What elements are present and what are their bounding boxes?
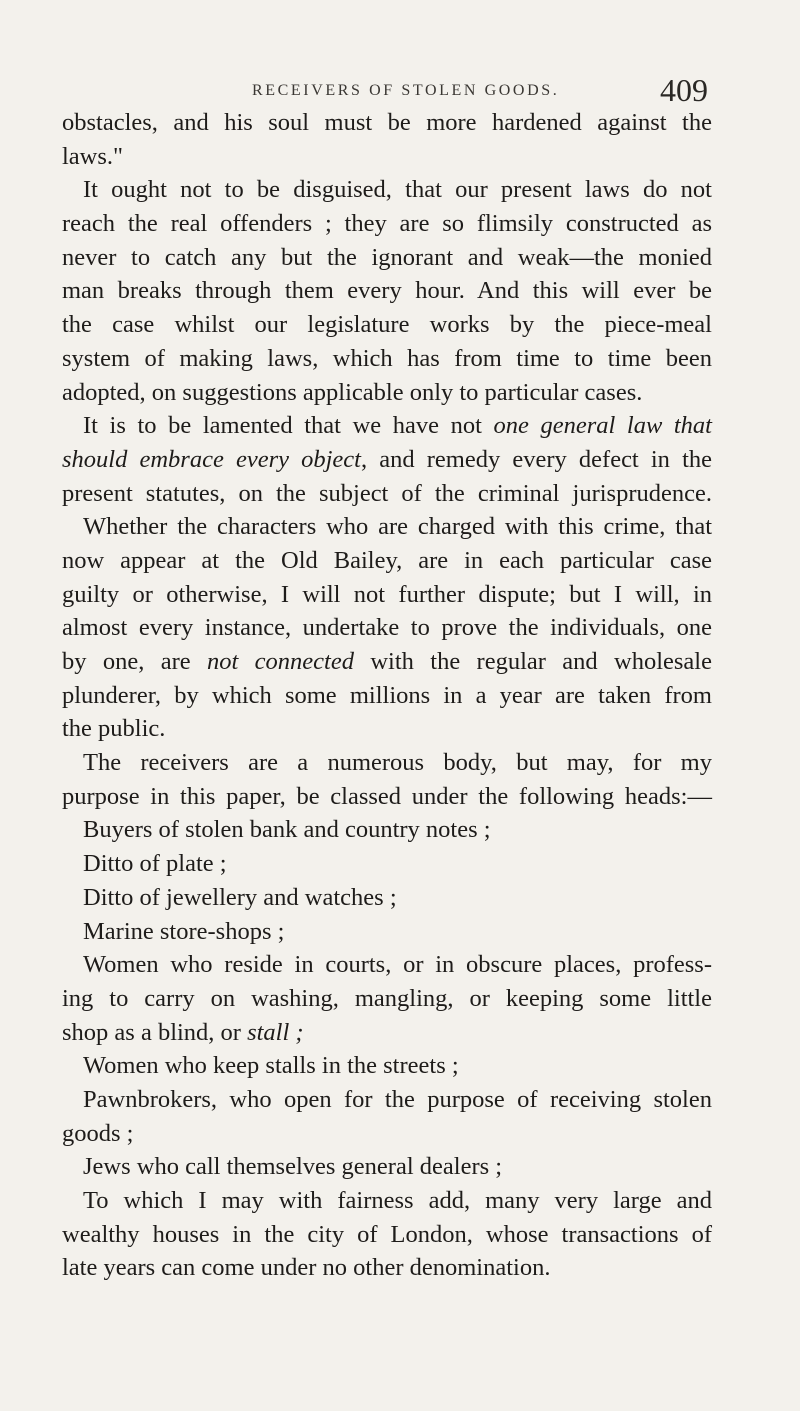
running-head: RECEIVERS OF STOLEN GOODS.	[252, 82, 560, 99]
text-segment: with the regular and wholesale	[353, 648, 712, 675]
text-line: Whether the characters who are charged with this crime, that	[83, 513, 712, 541]
text-line: the case whilst our legislature works by the piece-meal	[62, 311, 712, 339]
text-line: It ought not to be disguised, that our present laws do not	[83, 176, 712, 204]
text-line: reach the real offenders ; they are so flimsily constructed as	[62, 210, 712, 238]
text-line: purpose in this paper, be classed under the following heads:—	[62, 782, 712, 810]
text-line	[62, 645, 712, 679]
text-line: now appear at the Old Bailey, are in each particular case	[62, 546, 712, 574]
text-line: late years can come under no other denomination.	[62, 1254, 551, 1282]
text-line: To which I may with fairness add, many very large and	[83, 1187, 712, 1214]
italic-phrase: not connected	[207, 648, 354, 675]
text-line: Buyers of stolen bank and country notes ;	[83, 816, 491, 844]
text-line: Marine store-shops ;	[83, 917, 285, 945]
text-line: adopted, on suggestions applicable only to particular cases.	[62, 378, 643, 406]
text-line	[62, 1016, 712, 1050]
text-line	[62, 409, 712, 443]
page-number: 409	[660, 72, 708, 108]
text-line: Women who keep stalls in the streets ;	[83, 1052, 459, 1080]
text-segment: It is to be lamented that we have not	[83, 412, 494, 440]
text-line: Jews who call themselves general dealers ;	[83, 1153, 503, 1181]
text-line: system of making laws, which has from time to time been	[62, 344, 712, 372]
text-line: present statutes, on the subject of the criminal jurisprudence.	[62, 479, 712, 507]
text-line: almost every instance, undertake to prove the individuals, one	[62, 614, 712, 642]
italic-phrase: should embrace every object	[62, 445, 361, 473]
text-segment: by one, are	[62, 648, 207, 675]
text-segment: shop as a blind, or	[62, 1018, 248, 1046]
text-line: Pawnbrokers, who open for the purpose of receiving stolen	[83, 1085, 712, 1113]
text-line: Ditto of plate ;	[83, 850, 227, 878]
text-line	[62, 443, 712, 477]
body-text	[62, 106, 712, 1285]
text-line: wealthy houses in the city of London, whose transactions of	[62, 1220, 712, 1248]
italic-phrase: stall ;	[247, 1018, 304, 1046]
text-segment: , and remedy every defect in the	[361, 445, 712, 473]
text-line: goods ;	[62, 1119, 134, 1147]
text-line: Women who reside in courts, or in obscure places, profess-	[83, 951, 712, 979]
text-line: guilty or otherwise, I will not further dispute; but I will, in	[62, 580, 712, 608]
text-line: plunderer, by which some millions in a year are taken from	[62, 681, 712, 709]
text-line: obstacles, and his soul must be more hardened against the	[62, 109, 712, 136]
text-line: man breaks through them every hour. And this will ever be	[62, 277, 712, 305]
text-line: Ditto of jewellery and watches ;	[83, 883, 397, 911]
text-line: never to catch any but the ignorant and weak—the monied	[62, 243, 712, 271]
italic-phrase: one general law that	[493, 412, 712, 440]
text-line: the public.	[62, 715, 166, 743]
text-line: The receivers are a numerous body, but may, for my	[83, 749, 712, 777]
text-line: ing to carry on washing, mangling, or keeping some little	[62, 984, 712, 1012]
text-line: laws."	[62, 142, 124, 170]
